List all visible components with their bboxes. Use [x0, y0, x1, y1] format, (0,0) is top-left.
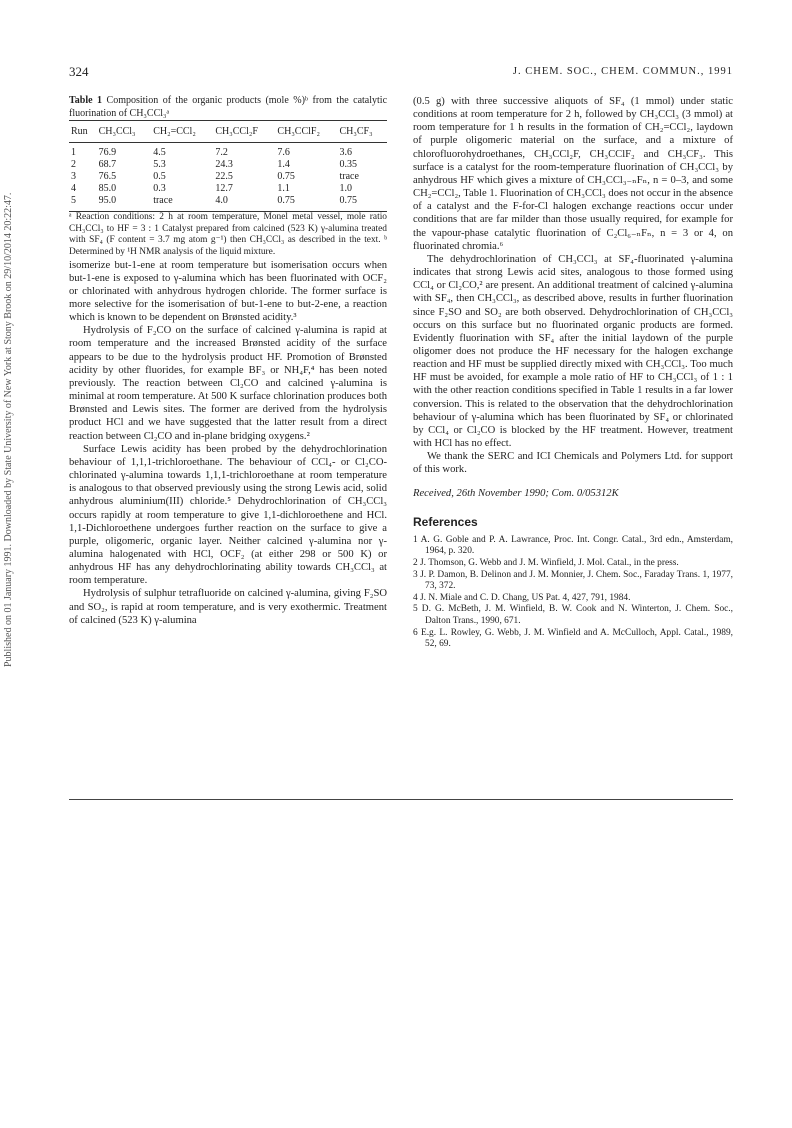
table-cell: 0.75	[277, 195, 295, 207]
page-number: 324	[69, 64, 89, 79]
table-cell: 76.9	[98, 147, 117, 159]
received-line: Received, 26th November 1990; Com. 0/05312K	[413, 487, 619, 499]
table-col-header: CH₃CCl₂F	[215, 126, 258, 137]
table-cell: 5.3	[153, 159, 166, 171]
left-column	[69, 95, 387, 627]
table-row	[69, 171, 387, 183]
table-cell: 3	[71, 171, 76, 183]
table-footnote: ᵃ Reaction conditions: 2 h at room temperature, Monel metal vessel, mole ratio CH₃CCl₃ to HF = 3 : 1 Catalyst prepared from calcined (523 K) γ-alumina treated with SF₄ (F content = 3.7 mg atom g⁻¹) then CH₃CCl₃ as described in the text. ᵇ Determined by ¹H NMR analysis of the liquid mixture.	[69, 212, 387, 257]
reference-item: 3 J. P. Damon, B. Delinon and J. M. Monnier, J. Chem. Soc., Faraday Trans. 1, 1977, 73, 372.	[413, 569, 733, 592]
table-cell: 0.5	[153, 171, 166, 183]
running-head: J. CHEM. SOC., CHEM. COMMUN., 1991	[512, 66, 733, 77]
table-cell: 3.6	[339, 147, 352, 159]
table-cell: 1.1	[277, 183, 290, 195]
table-row	[69, 195, 387, 212]
table-header-row	[69, 121, 387, 143]
table-cell: 0.75	[339, 195, 357, 207]
table-cell: 1	[71, 147, 76, 159]
download-watermark: Published on 01 January 1991. Downloaded by State University of New York at Stony Brook on 29/10/2014 20:22:47.	[3, 192, 14, 668]
table-cell: 7.2	[215, 147, 228, 159]
table-cell: 0.35	[339, 159, 357, 171]
table-cell: 7.6	[277, 147, 290, 159]
table-row	[69, 183, 387, 195]
acknowledgement: We thank the SERC and ICI Chemicals and Polymers Ltd. for support of this work.	[413, 451, 733, 476]
reference-item: 5 D. G. McBeth, J. M. Winfield, B. W. Cook and N. Winterton, J. Chem. Soc., Dalton Trans., 1990, 671.	[413, 604, 733, 626]
reference-item: 6 E.g. L. Rowley, G. Webb, J. M. Winfield and A. McCulloch, Appl. Catal., 1989, 52, 69.	[413, 627, 733, 650]
table-col-header: Run	[71, 126, 88, 137]
body-paragraph: The dehydrochlorination of CH₃CCl₃ at SF₄-fluorinated γ-alumina indicates that strong Lewis acid sites, analogous to those formed using CCl₄ or Cl₂CO,² are present. An additional treatment of calcined γ-alumina with SF₄, then CH₃CCl₃, as described above, results in further fluorination since F₂SO and SO₂ are both observed. Dehydrochlorination of CH₃CCl₃ occurs on this surface but no fluorinated organic products are formed. Evidently fluorination with SF₄ after the initial laydown of the purple oligomer does not produce the HF necessary for the halogen exchange reaction and HF must be supplied directly mixed with CH₃CCl₃. Too much HF must be avoided, for example a mole ratio of HF to CH₃CCl₃ of 1 : 1 with the other reaction conditions specified in Table 1 results in a far lower conversion. This is related to the observation that the dehydrochlorination behaviour of γ-alumina which has been fluorinated by SF₄ or chlorinated by CCl₄ or Cl₂CO is blocked by the HF treatment. However, treatment with HCl has no effect.	[413, 253, 733, 450]
table-cell: 2	[71, 159, 76, 171]
body-paragraph: Hydrolysis of F₂CO on the surface of calcined γ-alumina is rapid at room temperature and the increased Brønsted acidity of the surface appears to be due to the hydrolysis product HF. Promotion of Brønsted acidity by other fluorides, for example BF₃ or NH₄F,⁴ has been noted previously. The reaction between Cl₂CO and calcined γ-alumina is minimal at room temperature. At 500 K surface chlorination produces both Brønsted and Lewis sites. The former are derived from the hydrolysis product HCl and we have suggested that the latter result from a direct reaction between Cl₂CO and in-plane bridging oxygens.²	[69, 325, 387, 442]
table-caption-text: Composition of the organic products (mole %)ᵇ from the catalytic fluorination of CH₃CCl₃ᵃ	[69, 95, 388, 119]
body-paragraph: (0.5 g) with three successive aliquots of SF₄ (1 mmol) under static conditions at room temperature for 2 h, followed by CH₃CCl₃ (3 mmol) at room temperature for 1 h results in the formation of CH₂=CCl₂, laydown of purple oligomeric material on the surface, and a mixture of chlorofluorohydroethanes, CH₃CCl₂F, CH₃CClF₂ and CH₃CF₃. This surface is a catalyst for the room-temperature fluorination of CH₃CCl₃ by anhydrous HF which gives a mixture of CH₃CCl₃₋ₙFₙ, n = 0–3, and some CH₂=CCl₂, Table 1. Fluorination of CH₃CCl₃ does not occur in the absence of a catalyst and the F-for-Cl halogen exchange reactions occur under conditions that are far milder than those usually required, for example for the vapour-phase catalytic fluorination of C₂Cl₆₋ₙFₙ, n = 3 or 4, on fluorinated chromia.⁶	[413, 96, 733, 252]
table-cell: 76.5	[98, 171, 117, 183]
table-col-header: CH₂=CCl₂	[153, 126, 196, 137]
table-cell: 24.3	[215, 159, 233, 171]
table-col-header: CH₃CF₃	[339, 126, 373, 137]
table-cell: 4.0	[215, 195, 228, 207]
table-cell: 68.7	[98, 159, 117, 171]
table-cell: 4.5	[153, 147, 166, 159]
body-paragraph: Surface Lewis acidity has been probed by the dehydrochlorination behaviour of 1,1,1-trichloroethane. The behaviour of CCl₄- or Cl₂CO-chlorinated γ-alumina towards 1,1,1-trichloroethane at room temperature is analogous to that observed previously using the strong Lewis acid, solid anhydrous aluminium(III) chloride.⁵ Dehydrochlorination of CH₃CCl₃ occurs rapidly at room temperature to give 1,1-dichloroethene and HCl. 1,1-Dichloroethene undergoes further reaction on the surface to give a purple, oligomeric, organic layer. Neither calcined γ-alumina nor γ-alumina halogenated with HCl, OCF₂ (at either 298 or 500 K) or anhydrous HF has any dehydrochlorinating ability towards CH₃CCl₃ at room temperature.	[69, 443, 387, 587]
composition-table	[69, 120, 387, 212]
table-cell: 22.5	[215, 171, 233, 183]
table-col-header: CH₃CClF₂	[277, 126, 320, 137]
reference-item: 2 J. Thomson, G. Webb and J. M. Winfield, J. Mol. Catal., in the press.	[413, 558, 679, 569]
table-cell: 1.0	[339, 183, 352, 195]
table-row	[69, 159, 387, 171]
table-col-header: CH₃CCl₃	[98, 126, 136, 137]
table-cell: 0.75	[277, 171, 295, 183]
reference-item: 1 A. G. Goble and P. A. Lawrance, Proc. Int. Congr. Catal., 3rd edn., Amsterdam, 1964, p. 320.	[413, 534, 733, 557]
table-cell: 4	[71, 183, 76, 195]
table-row	[69, 143, 387, 160]
table-cell: trace	[339, 171, 359, 183]
table-cell: 5	[71, 195, 76, 207]
table-cell: trace	[153, 195, 173, 207]
body-paragraph: isomerize but-1-ene at room temperature but isomerisation occurs when but-1-ene is exposed to γ-alumina which has been fluorinated with OCF₂ or chlorinated with anhydrous hydrogen chloride. The former surface is more selective for the isomerisation of but-1-ene to but-2-ene, a reaction which is known to be dependent on Brønsted acidity.³	[69, 259, 387, 324]
table-caption	[69, 95, 387, 120]
table-cell: 0.3	[153, 183, 166, 195]
table-label: Table 1	[69, 95, 103, 106]
table-cell: 95.0	[98, 195, 117, 207]
table-cell: 12.7	[215, 183, 233, 195]
reference-item: 4 J. N. Miale and C. D. Chang, US Pat. 4, 427, 791, 1984.	[413, 592, 631, 603]
references-heading: References	[413, 514, 478, 529]
footer-rule	[69, 799, 733, 800]
right-column	[413, 95, 733, 651]
table-cell: 85.0	[98, 183, 117, 195]
body-paragraph: Hydrolysis of sulphur tetrafluoride on calcined γ-alumina, giving F₂SO and SO₂, is rapid at room temperature, and is very exothermic. Treatment of calcined (523 K) γ-alumina	[69, 588, 387, 626]
table-cell: 1.4	[277, 159, 290, 171]
